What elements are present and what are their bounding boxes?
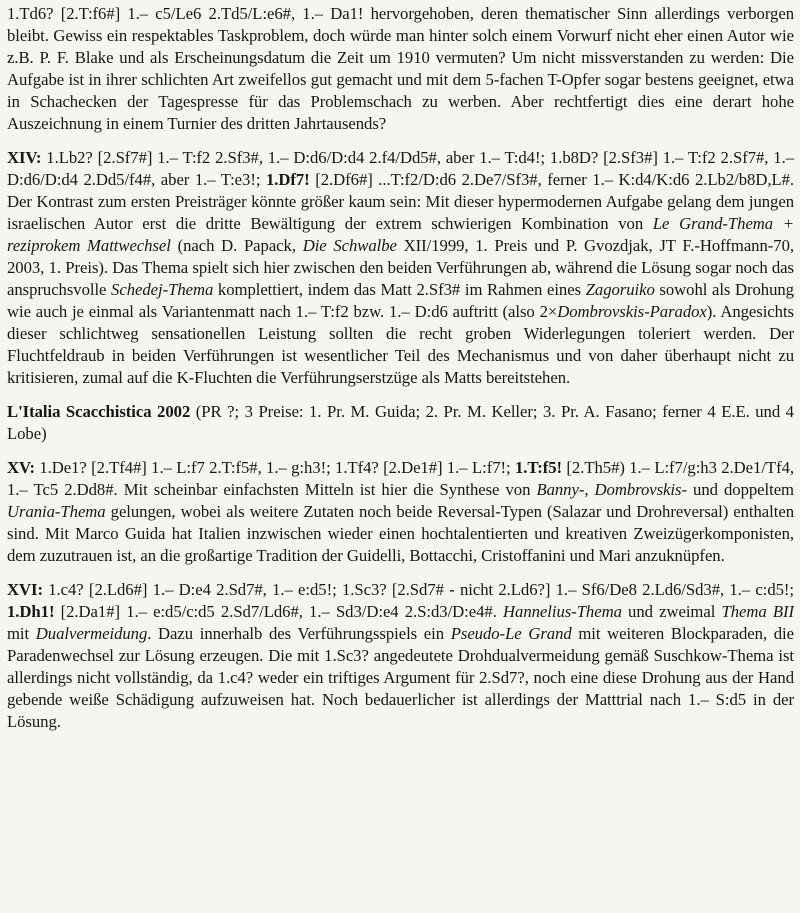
intro-paragraph: [7, 3, 794, 135]
problem-xvi-theme: Dualvermeidung: [35, 624, 148, 643]
tourney-heading: [7, 401, 794, 445]
problem-xvi-text: und zweimal: [621, 602, 722, 621]
problem-xv-text: und doppeltem: [686, 480, 794, 499]
problem-xiv-label: XIV:: [7, 148, 42, 167]
problem-xiv-text: ). Angesichts dieser schlichtweg sensationellen Leistung sollten die recht groben Widerlegungen toleriert werden. Der Fluchtfeldraub in beiden Verführungen ist wesentlicher Teil des Mechanismus und von daher überhaupt nicht zu kritisieren, zumal auf die K-Fluchten die Verführungserstzüge als Matts bereitstehen.: [7, 302, 794, 387]
tourney-title: L'Italia Scacchistica 2002: [7, 402, 191, 421]
problem-xv-theme: Banny-, Dombrovskis-: [536, 480, 687, 499]
problem-xiv-theme: Dombrovskis-Paradox: [557, 302, 707, 321]
problem-xiv-text: [2.Df6#] ...T:f2/D:d6 2.De7/Sf3#, ferner 1.– K:d4/K:d6 2.Lb2/b8D,L#. Der Kontrast zum ersten Preisträger könnte größer kaum sein: Mit dieser hypermodernen Aufgabe gelang dem jungen israelischen Autor erst die dritte Bewältigung der extrem schwierigen Kombination von: [7, 170, 795, 233]
problem-xiv-text: (nach D. Papack,: [170, 236, 303, 255]
problem-xiv-source: Die Schwalbe: [302, 236, 397, 255]
problem-xiv-paragraph: [7, 147, 794, 389]
problem-xiv-text: 1.Lb2? [2.Sf7#] 1.– T:f2 2.Sf3#, 1.– D:d6/D:d4 2.f4/Dd5#, aber 1.– T:d4!; 1.b8D? [2.Sf3#] 1.– T:f2 2.Sf7#, 1.– D:d6/D:d4 2.Dd5/f4#, aber 1.– T:e3!;: [7, 148, 794, 189]
problem-xvi-theme: Pseudo-Le Grand: [450, 624, 572, 643]
problem-xv-text: 1.De1? [2.Tf4#] 1.– L:f7 2.T:f5#, 1.– g:h3!; 1.Tf4? [2.De1#] 1.– L:f7!;: [34, 458, 515, 477]
problem-xiv-theme: Le Grand-Thema + reziprokem Mattwechsel: [7, 214, 794, 255]
problem-xvi-text: mit weiteren Blockparaden, die Paradenwechsel zur Lösung erzeugen. Die mit 1.Sc3? angedeutete Drohdualvermeidung gemäß Suschkow-Thema ist allerdings nicht vollständig, da 1.c4? weder ein triftiges Argument für 2.Sd7?, noch eine diese Drohung aus der Hand gebende weiße Schädigung aufzuweisen hat. Noch bedauerlicher ist allerdings der Matttrial nach 1.– S:d5 in der Lösung.: [7, 624, 794, 731]
problem-xvi-text: [2.Da1#] 1.– e:d5/c:d5 2.Sd7/Ld6#, 1.– Sd3/D:e4 2.S:d3/D:e4#.: [54, 602, 504, 621]
problem-xiv-key: 1.Df7!: [265, 170, 310, 189]
problem-xv-paragraph: [7, 457, 794, 567]
problem-xvi-key: 1.Dh1!: [7, 602, 55, 621]
problem-xiv-theme: Schedej-Thema: [111, 280, 214, 299]
intro-text: 1.Td6? [2.T:f6#] 1.– c5/Le6 2.Td5/L:e6#, 1.– Da1! hervorgehoben, deren thematischer Sinn allerdings verborgen bleibt. Gewiss ein respektables Taskproblem, doch würde man hinter solch einem Vorwurf nicht eher einen Autor wie z.B. P. F. Blake und als Erscheinungsdatum die Zeit um 1910 vermuten? Um nicht missverstanden zu werden: Die Aufgabe ist in ihrer schlichten Art zweifellos gut gemacht und mit dem 5-fachen T-Opfer sogar bestens geeignet, etwa in Schachecken der Tagespresse für das Problemschach zu werben. Aber rechtfertigt dies eine derart hohe Auszeichnung in einem Turnier des dritten Jahrtausends?: [7, 4, 794, 133]
problem-xv-theme: Urania-Thema: [7, 502, 106, 521]
problem-xiv-text: XII/1999, 1. Preis und P. Gvozdjak, JT F.-Hoffmann-70, 2003, 1. Preis). Das Thema spielt sich hier zwischen den beiden Verführungen ab, während die Lösung sogar noch das anspruchsvolle: [7, 236, 794, 299]
problem-xvi-theme: Thema BII: [721, 602, 795, 621]
problem-xvi-label: XVI:: [7, 580, 43, 599]
problem-xvi-theme: Hannelius-Thema: [503, 602, 622, 621]
problem-xiv-text: sowohl als Drohung wie auch je einmal als Variantenmatt nach 1.– T:f2 bzw. 1.– D:d6 auftritt (also 2×: [7, 280, 794, 321]
tourney-details: (PR ?; 3 Preise: 1. Pr. M. Guida; 2. Pr. M. Keller; 3. Pr. A. Fasano; ferner 4 E.E. und 4 Lobe): [7, 402, 794, 443]
problem-xv-label: XV:: [7, 458, 35, 477]
problem-xvi-text: mit: [7, 624, 36, 643]
problem-xvi-paragraph: [7, 579, 794, 733]
problem-xvi-text: . Dazu innerhalb des Verführungsspiels ein: [147, 624, 451, 643]
problem-xvi-text: 1.c4? [2.Ld6#] 1.– D:e4 2.Sd7#, 1.– e:d5!; 1.Sc3? [2.Sd7# - nicht 2.Ld6?] 1.– Sf6/De8 2.Ld6/Sd3#, 1.– c:d5!;: [42, 580, 794, 599]
problem-xiv-text: komplettiert, indem das Matt 2.Sf3# im Rahmen eines: [213, 280, 586, 299]
problem-xv-key: 1.T:f5!: [514, 458, 563, 477]
problem-xiv-theme: Zagoruiko: [585, 280, 655, 299]
problem-xv-text: gelungen, wobei als weitere Zutaten noch beide Reversal-Typen (Salazar und Drohreversal) enthalten sind. Mit Marco Guida hat Italien inzwischen wieder einen hochtalentierten und kreativen Zweizügerkomponisten, dem zuzutrauen ist, an die großartige Tradition der Guidelli, Bottacchi, Cristoffanini und Mari anzuknüpfen.: [7, 502, 794, 565]
problem-xv-text: [2.Th5#) 1.– L:f7/g:h3 2.De1/Tf4, 1.– Tc5 2.Dd8#. Mit scheinbar einfachsten Mitteln ist hier die Synthese von: [7, 458, 794, 499]
